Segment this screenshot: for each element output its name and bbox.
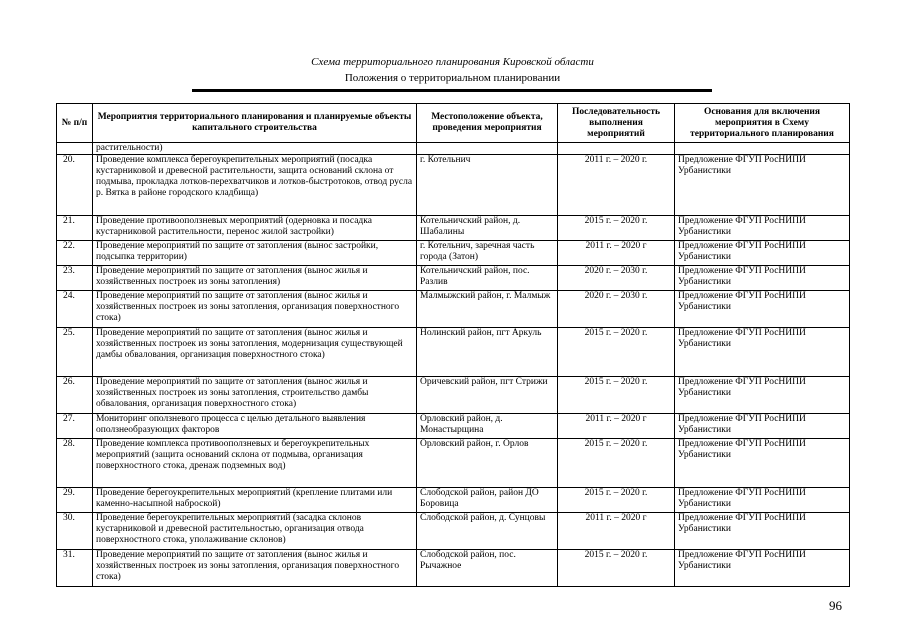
row-event: Проведение противооползневых мероприятий (одерновка и посадка кустарниковой растительности, перенос жилой застройки)	[93, 216, 417, 241]
row-basis: Предложение ФГУП РосНИПИ Урбанистики	[675, 241, 850, 266]
row-period: 2011 г. – 2020 г.	[558, 155, 675, 216]
row-period: 2015 г. – 2020 г.	[558, 488, 675, 513]
column-header-basis: Основания для включения мероприятия в Схему территориального планирования	[675, 104, 850, 143]
row-number: 20.	[57, 155, 93, 216]
row-location: Слободской район, район ДО Боровица	[417, 488, 558, 513]
column-header-event: Мероприятия территориального планирования и планируемые объекты капитального строительства	[93, 104, 417, 143]
table-row	[57, 241, 850, 266]
row-period: 2015 г. – 2020 г.	[558, 328, 675, 377]
measures-table	[56, 103, 850, 587]
table-row	[57, 439, 850, 488]
row-location: Котельничский район, д. Шабалины	[417, 216, 558, 241]
row-location: Орловский район, г. Орлов	[417, 439, 558, 488]
table-row	[57, 550, 850, 587]
row-location: Оричевский район, пгт Стрижи	[417, 377, 558, 414]
row-period: 2011 г. – 2020 г	[558, 414, 675, 439]
row-number: 31.	[57, 550, 93, 587]
row-basis: Предложение ФГУП РосНИПИ Урбанистики	[675, 328, 850, 377]
table-row	[57, 414, 850, 439]
column-header-period: Последовательность выполнения мероприятий	[558, 104, 675, 143]
row-location: Котельничский район, пос. Разлив	[417, 266, 558, 291]
row-basis: Предложение ФГУП РосНИПИ Урбанистики	[675, 377, 850, 414]
row-location: Слободской район, пос. Рычажное	[417, 550, 558, 587]
row-period: 2011 г. – 2020 г	[558, 241, 675, 266]
row-location: г. Котельнич	[417, 155, 558, 216]
row-location: Орловский район, д. Монастырщина	[417, 414, 558, 439]
row-period: 2015 г. – 2020 г.	[558, 550, 675, 587]
row-basis: Предложение ФГУП РосНИПИ Урбанистики	[675, 155, 850, 216]
row-number: 25.	[57, 328, 93, 377]
row-number: 21.	[57, 216, 93, 241]
table-row	[57, 513, 850, 550]
row-event: Проведение мероприятий по защите от затопления (вынос жилья и хозяйственных построек из зоны затопления, организация поверхностного стока)	[93, 550, 417, 587]
row-event: Проведение мероприятий по защите от затопления (вынос застройки, подсыпка территории)	[93, 241, 417, 266]
row-event: Проведение комплекса берегоукрепительных мероприятий (посадка кустарниковой и древесной растительности, защита оснований склона от подмыва, прокладка лотков-перехватчиков и лотков-быстротоков, отвод русла р. Вятка в районе городского кладбища)	[93, 155, 417, 216]
table-row	[57, 216, 850, 241]
table-row	[57, 266, 850, 291]
row-number: 28.	[57, 439, 93, 488]
row-number: 30.	[57, 513, 93, 550]
row-basis: Предложение ФГУП РосНИПИ Урбанистики	[675, 439, 850, 488]
row-number: 22.	[57, 241, 93, 266]
row-location: Слободской район, д. Сунцовы	[417, 513, 558, 550]
table-row-continuation	[57, 143, 850, 155]
table-row	[57, 328, 850, 377]
row-basis: Предложение ФГУП РосНИПИ Урбанистики	[675, 414, 850, 439]
row-basis: Предложение ФГУП РосНИПИ Урбанистики	[675, 488, 850, 513]
row-number: 29.	[57, 488, 93, 513]
row-event: Проведение мероприятий по защите от затопления (вынос жилья и хозяйственных построек из зоны затопления, модернизация существующей дамбы обвалования, организация поверхностного стока)	[93, 328, 417, 377]
row-period: 2015 г. – 2020 г.	[558, 377, 675, 414]
row-basis: Предложение ФГУП РосНИПИ Урбанистики	[675, 550, 850, 587]
row-basis: Предложение ФГУП РосНИПИ Урбанистики	[675, 291, 850, 328]
table-row	[57, 377, 850, 414]
row-period: 2020 г. – 2030 г.	[558, 291, 675, 328]
row-event: Проведение мероприятий по защите от затопления (вынос жилья и хозяйственных построек из зоны затопления, строительство дамбы обвалования, организация поверхностного стока)	[93, 377, 417, 414]
row-basis: Предложение ФГУП РосНИПИ Урбанистики	[675, 216, 850, 241]
row-number: 26.	[57, 377, 93, 414]
row-location: Малмыжский район, г. Малмыж	[417, 291, 558, 328]
column-header-location: Местоположение объекта, проведения мероприятия	[417, 104, 558, 143]
continuation-text: растительности)	[93, 143, 417, 155]
row-period: 2015 г. – 2020 г.	[558, 216, 675, 241]
document-title: Схема территориального планирования Кировской области	[311, 56, 594, 68]
row-basis: Предложение ФГУП РосНИПИ Урбанистики	[675, 266, 850, 291]
header-rule	[192, 89, 712, 92]
table-row	[57, 155, 850, 216]
document-subtitle: Положения о территориальном планировании	[344, 72, 561, 84]
row-location: г. Котельнич, заречная часть города (Затон)	[417, 241, 558, 266]
table-row	[57, 488, 850, 513]
column-header-number: № п/п	[57, 104, 93, 143]
table-row	[57, 291, 850, 328]
row-period: 2015 г. – 2020 г.	[558, 439, 675, 488]
row-number: 23.	[57, 266, 93, 291]
row-event: Мониторинг оползневого процесса с целью детального выявления оползнеобразующих факторов	[93, 414, 417, 439]
row-number: 27.	[57, 414, 93, 439]
row-event: Проведение берегоукрепительных мероприятий (крепление плитами или каменно-насыпной наброской)	[93, 488, 417, 513]
row-number: 24.	[57, 291, 93, 328]
row-event: Проведение мероприятий по защите от затопления (вынос жилья и хозяйственных построек из зоны затопления, организация поверхностного стока)	[93, 291, 417, 328]
row-event: Проведение берегоукрепительных мероприятий (засадка склонов кустарниковой и древесной растительностью, организация отвода поверхностного стока, уполаживание склонов)	[93, 513, 417, 550]
row-period: 2011 г. – 2020 г	[558, 513, 675, 550]
page-number: 96	[829, 598, 842, 613]
row-basis: Предложение ФГУП РосНИПИ Урбанистики	[675, 513, 850, 550]
row-period: 2020 г. – 2030 г.	[558, 266, 675, 291]
row-location: Нолинский район, пгт Аркуль	[417, 328, 558, 377]
row-event: Проведение комплекса противооползневых и берегоукрепительных мероприятий (защита оснований склона от подмыва, организация поверхностного стока, дренаж подземных вод)	[93, 439, 417, 488]
row-event: Проведение мероприятий по защите от затопления (вынос жилья и хозяйственных построек из зоны затопления)	[93, 266, 417, 291]
